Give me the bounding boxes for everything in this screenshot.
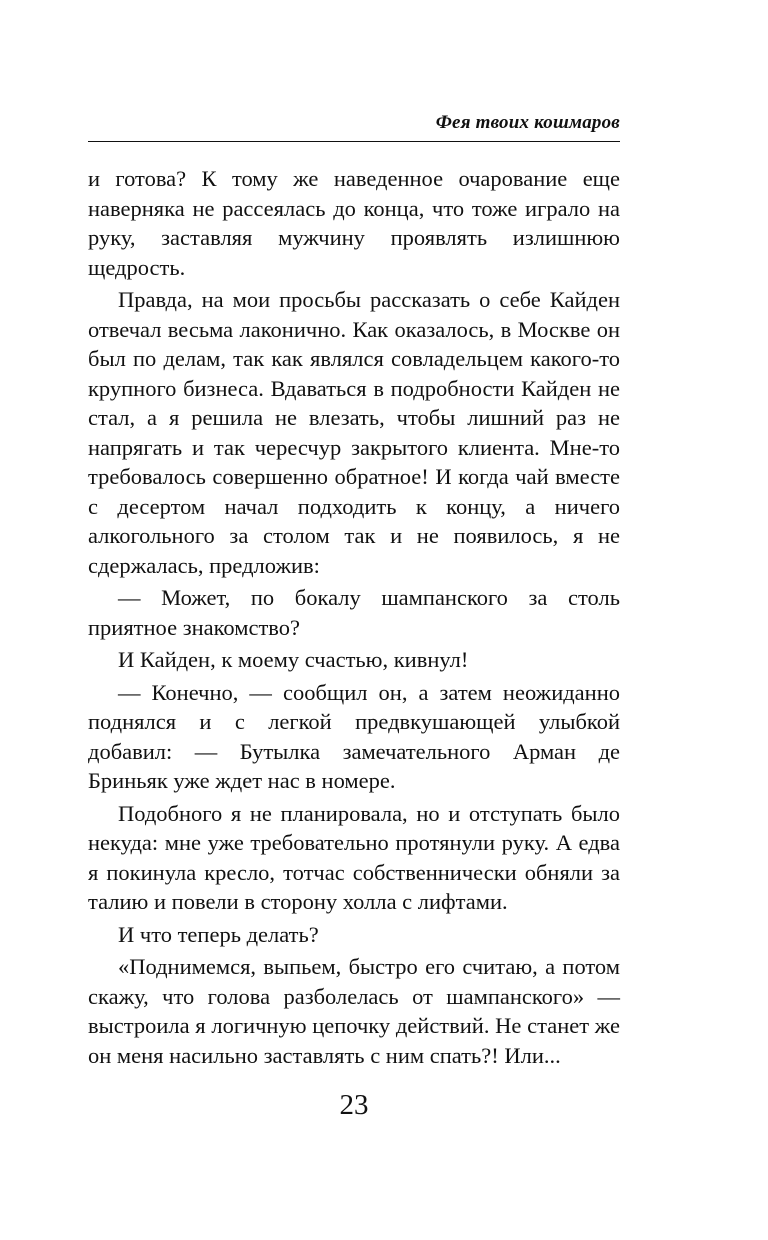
paragraph: И что теперь делать? (118, 921, 319, 947)
paragraph: Правда, на мои просьбы рассказать о себе Кайден отвечал весьма лаконично. Как оказалось, в Москве он был по делам, так как являлся совладельцем какого-то крупного бизнеса. Вдаваться в подробности Кайден не стал, а я решила не влезать, чтобы лишний раз не напрягать и так чересчур закрытого клиента. Мне-то требовалось совершенно обратное! И когда чай вместе с десертом начал подходить к концу, а ничего алкогольного за столом так и не появилось, я не сдержалась, предложив: (88, 287, 620, 578)
running-head: Фея твоих кошмаров (435, 112, 620, 133)
paragraph: Подобного я не планировала, но и отступать было некуда: мне уже требовательно протянули руку. А едва я покинула кресло, тотчас собственнически обняли за талию и повели в сторону холла с лифтами. (88, 800, 620, 914)
paragraph: — Конечно, — сообщил он, а затем неожиданно поднялся и с легкой предвкушающей улыбкой добавил: — Бутылка замечательного Арман де Бриньяк уже ждет нас в номере. (88, 679, 620, 793)
paragraph: «Поднимемся, выпьем, быстро его считаю, а потом скажу, что голова разболелась от шампанского» — выстроила я логичную цепочку действий. Не станет же он меня насильно заставлять с ним спать?! Или... (88, 954, 620, 1068)
header-rule (88, 141, 620, 142)
paragraph: И Кайден, к моему счастью, кивнул! (118, 647, 469, 672)
page-number: 23 (339, 1089, 369, 1121)
paragraph: и готова? К тому же наведенное очарование еще наверняка не рассеялась до конца, что тоже играло на руку, заставляя мужчину проявлять излишнюю щедрость. (88, 166, 620, 280)
paragraph: — Может, по бокалу шампанского за столь приятное знакомство? (88, 585, 620, 640)
body-text (88, 164, 620, 1073)
